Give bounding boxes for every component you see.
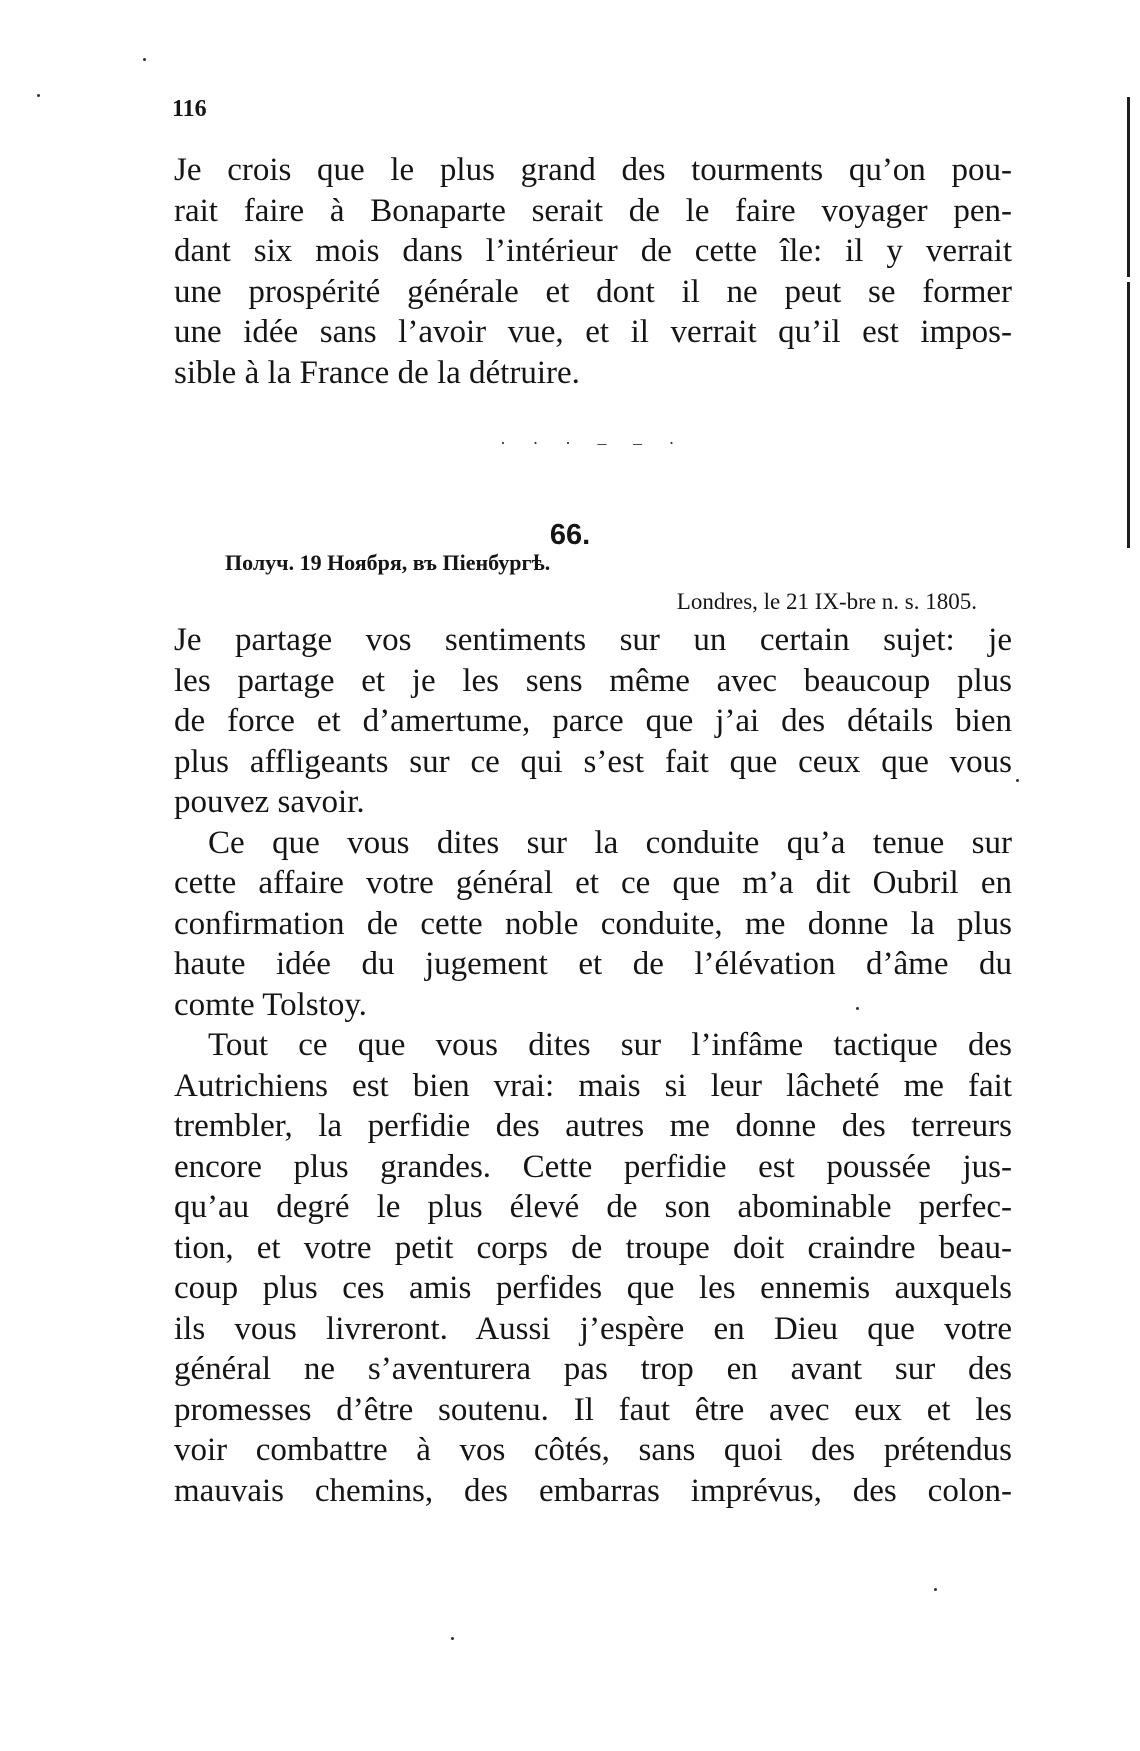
text-line: ils vous livreront. Aussi j’espère en Dieu que votre (174, 1310, 1012, 1347)
text-line: mauvais chemins, des embarras imprévus, des colon- (174, 1472, 1012, 1509)
text-line: dant six mois dans l’intérieur de cette île: il y verrait (174, 233, 1012, 269)
text-line: encore plus grandes. Cette perfidie est poussée jus- (174, 1148, 1012, 1185)
scan-speck (1016, 779, 1019, 782)
text-line: promesses d’être soutenu. Il faut être avec eux et les (174, 1391, 1012, 1428)
text-line: coup plus ces amis perfides que les ennemis auxquels (174, 1270, 1012, 1306)
paragraph-start-line: Tout ce que vous dites sur l’infâme tactique des (208, 1027, 1012, 1063)
letter-date-line: Londres, le 21 IX-bre n. s. 1805. (676, 589, 977, 614)
page-number: 116 (172, 96, 207, 122)
scan-speck (856, 1007, 859, 1010)
text-line: général ne s’aventurera pas trop en avant sur des (174, 1351, 1012, 1387)
text-line: tion, et votre petit corps de troupe doit craindre beau- (174, 1229, 1012, 1266)
section-separator: · · · – – · (500, 436, 686, 450)
text-line: de force et d’amertume, parce que j’ai des détails bien (174, 703, 1012, 739)
text-line: une idée sans l’avoir vue, et il verrait qu’il est impos- (174, 314, 1012, 350)
scan-margin-rule (1127, 97, 1130, 277)
text-line: trembler, la perfidie des autres me donne des terreurs (174, 1108, 1012, 1144)
text-line: Je partage vos sentiments sur un certain sujet: je (174, 622, 1012, 658)
letter-number: 66. (549, 519, 591, 552)
received-note: Получ. 19 Ноября, въ Піенбургѣ. (225, 550, 551, 575)
text-line: confirmation de cette noble conduite, me donne la plus (174, 905, 1012, 942)
text-line: voir combattre à vos côtés, sans quoi des prétendus (174, 1432, 1012, 1468)
scan-margin-rule (1127, 282, 1130, 548)
text-line: cette affaire votre général et ce que m’a dit Oubril en (174, 865, 1012, 901)
text-line: haute idée du jugement et de l’élévation d’âme du (174, 946, 1012, 982)
text-line: une prospérité générale et dont il ne peut se former (174, 273, 1012, 310)
text-line: comte Tolstoy. (174, 986, 367, 1023)
text-line: sible à la France de la détruire. (174, 354, 580, 391)
text-line: les partage et je les sens même avec beaucoup plus (174, 662, 1012, 699)
text-line: pouvez savoir. (174, 784, 365, 820)
text-line: Autrichiens est bien vrai: mais si leur lâcheté me fait (174, 1067, 1012, 1104)
scan-speck (37, 94, 40, 97)
scan-speck (143, 58, 146, 61)
paragraph-start-line: Ce que vous dites sur la conduite qu’a tenue sur (208, 824, 1012, 861)
text-line: rait faire à Bonaparte serait de le faire voyager pen- (174, 192, 1012, 229)
scan-speck (934, 1588, 937, 1591)
text-line: qu’au degré le plus élevé de son abominable perfec- (174, 1189, 1012, 1225)
text-line: plus affligeants sur ce qui s’est fait que ceux que vous (174, 743, 1012, 780)
scan-speck (451, 1637, 454, 1640)
letter-body (174, 620, 1012, 1511)
text-line: Je crois que le plus grand des tourments qu’on pou- (174, 152, 1012, 188)
first-passage (174, 150, 1012, 393)
